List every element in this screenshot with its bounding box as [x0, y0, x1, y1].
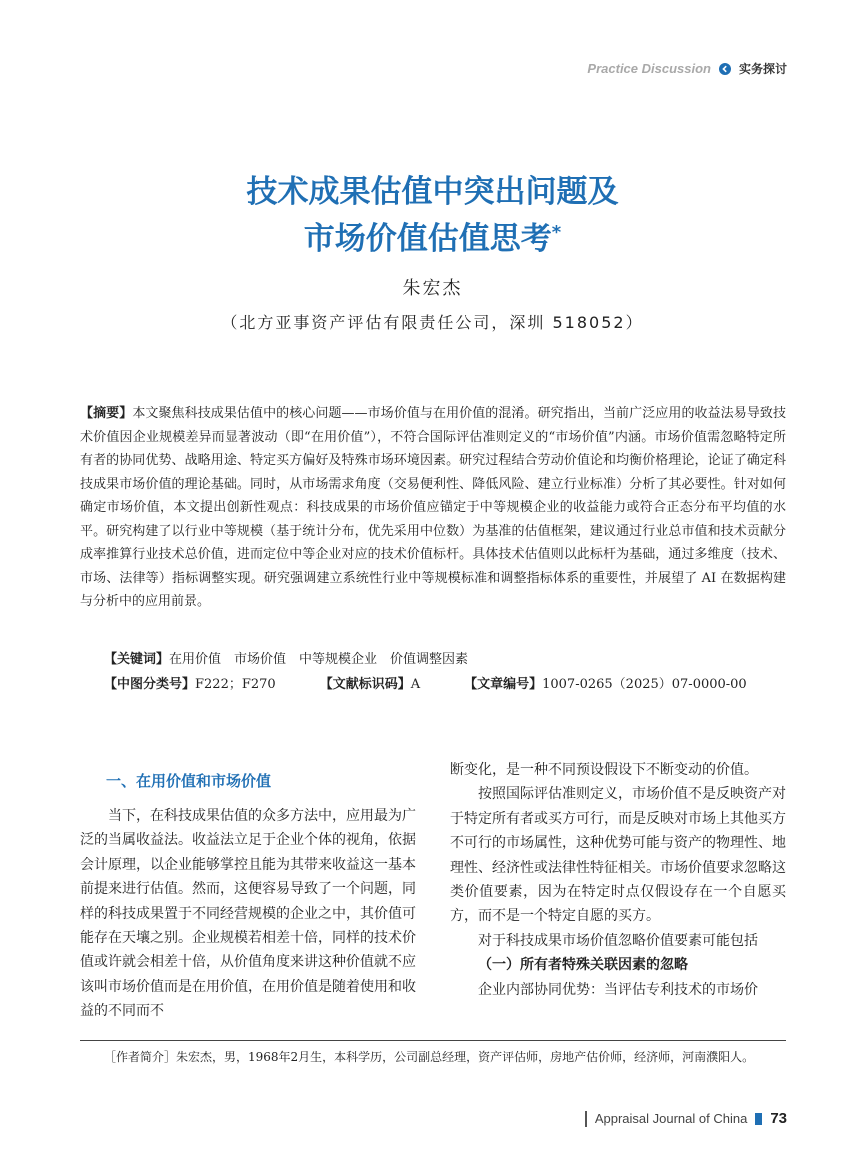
- abstract-label: 【摘要】: [80, 406, 133, 421]
- body-paragraph: 按照国际评估准则定义，市场价值不是反映资产对于特定所有者或买方可行，而是反映对市场上其他买方不可行的市场属性，这种优势可能与资产的物理性、地理性、经济性或法律性特征相关。市场价值要求忽略这类价值要素，因为在特定时点仅假设存在一个自愿买方，而不是一个特定自愿的买方。: [450, 786, 786, 925]
- author-affiliation: （北方亚事资产评估有限责任公司，深圳 518052）: [221, 313, 644, 332]
- clc-value: F222；F270: [195, 677, 276, 692]
- section-heading: 一、在用价值和市场价值: [106, 772, 272, 790]
- body-paragraph: 对于科技成果市场价值忽略价值要素可能包括: [478, 932, 758, 949]
- body-paragraph: 企业内部协同优势：当评估专利技术的市场价: [478, 981, 758, 998]
- footer-square-icon: [755, 1113, 762, 1125]
- title-footnote-mark: *: [551, 222, 562, 243]
- running-header: [587, 60, 787, 77]
- classification-line: [104, 673, 747, 692]
- abstract: [80, 402, 786, 614]
- body-column-right: [450, 758, 786, 1002]
- body-paragraph: 当下，在科技成果估值的众多方法中，应用最为广泛的当属收益法。收益法立足于企业个体的视角，依据会计原理，以企业能够掌控且能为其带来收益这一基本前提来进行估值。然而，这便容易导致了一个问题，同样的科技成果置于不同经营规模的企业之中，其价值可能存在天壤之别。企业规模若相差十倍，同样的技术价值或许就会相差十倍，从价值角度来讲这种价值就不应该叫市场价值而是在用价值，在用价值是随着使用和收益的不同而不: [80, 808, 416, 1020]
- page-number: 73: [770, 1110, 787, 1127]
- footnote-divider: [80, 1040, 786, 1041]
- clc-label: 【中图分类号】: [104, 677, 196, 692]
- author-name: 朱宏杰: [402, 278, 463, 299]
- journal-name: Appraisal Journal of China: [594, 1111, 748, 1126]
- footer-divider: [585, 1111, 587, 1127]
- keywords-text: 在用价值 市场价值 中等规模企业 价值调整因素: [169, 652, 469, 667]
- keywords-label: 【关键词】: [104, 652, 170, 667]
- chevron-circle-icon: [719, 63, 731, 75]
- doc-code-value: A: [410, 677, 421, 692]
- body-paragraph-continued: 断变化，是一种不同预设假设下不断变动的价值。: [450, 762, 758, 778]
- doc-code-label: 【文献标识码】: [319, 677, 411, 692]
- article-title-line2-text: 市场价值估值思考: [303, 221, 552, 257]
- article-title-line1: 技术成果估值中突出问题及: [246, 174, 619, 210]
- article-title-line2: [0, 215, 865, 263]
- header-section-en: Practice Discussion: [587, 61, 711, 76]
- abstract-text: 本文聚焦科技成果估值中的核心问题——市场价值与在用价值的混淆。研究指出，当前广泛应用的收益法易导致技术价值因企业规模差异而显著波动（即“在用价值”），不符合国际评估准则定义的“市场价值”内涵。市场价值需忽略特定所有者的协同优势、战略用途、特定买方偏好及特殊市场环境因素。研究过程结合劳动价值论和均衡价格理论，论证了确定科技成果市场价值的理论基础。同时，从市场需求角度（交易便利性、降低风险、建立行业标准）分析了其必要性。针对如何确定市场价值，本文提出创新性观点：科技成果的市场价值应锚定于中等规模企业的收益能力或符合正态分布平均值的水平。研究构建了以行业中等规模（基于统计分布，优先采用中位数）为基准的估值框架，建议通过行业总市值和技术贡献分成率推算行业技术总价值，进而定位中等企业对应的技术价值标杆。具体技术估值则以此标杆为基础，通过多维度（技术、市场、法律等）指标调整实现。研究强调建立系统性行业中等规模标准和调整指标体系的重要性，并展望了 AI 在数据构建与分析中的应用前景。: [80, 406, 786, 609]
- keywords-line: [104, 648, 468, 667]
- article-number-value: 1007-0265（2025）07-0000-00: [542, 677, 747, 692]
- article-number-label: 【文章编号】: [464, 677, 543, 692]
- page-footer: [585, 1110, 787, 1127]
- author-bio-footnote: ［作者简介］朱宏杰，男，1968年2月生，本科学历，公司副总经理，资产评估师，房地产估价师，经济师，河南濮阳人。: [104, 1050, 755, 1064]
- header-section-cn: 实务探讨: [738, 62, 787, 76]
- body-column-left: [80, 804, 416, 1024]
- subsection-heading: （一）所有者特殊关联因素的忽略: [478, 957, 688, 974]
